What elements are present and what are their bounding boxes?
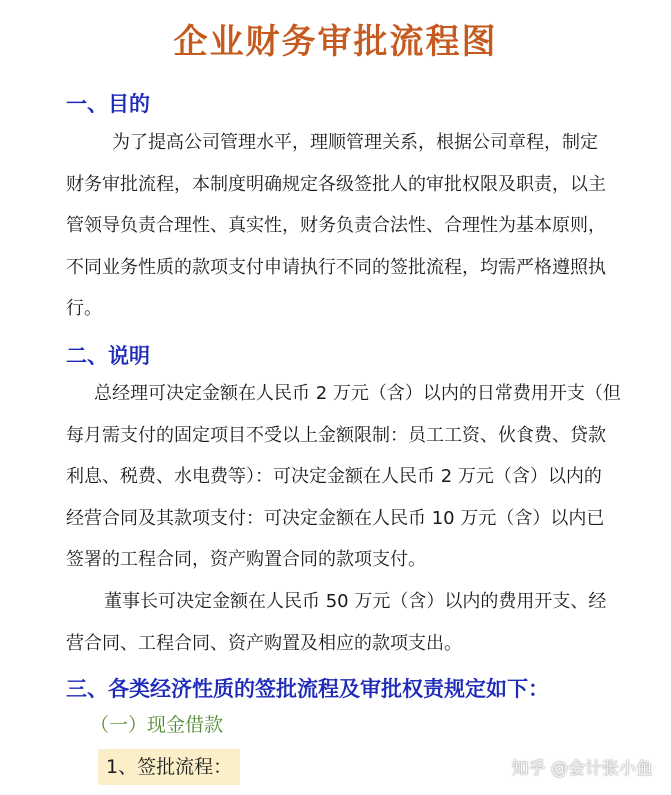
document-title: 企业财务审批流程图 [173,22,498,62]
section-heading-notes: 二、说明 [66,344,150,368]
purpose-paragraph [66,122,622,330]
paragraph-line: 不同业务性质的款项支付申请执行不同的签批流程，均需严格遵照执 [66,256,606,278]
step-label-approval-process: 1、签批流程： [98,749,240,785]
paragraph-line: 为了提高公司管理水平，理顺管理关系，根据公司章程，制定 [112,132,598,153]
paragraph-line: 营合同、工程合同、资产购置及相应的款项支出。 [66,632,462,654]
notes-paragraph-gm [66,373,622,581]
paragraph-line: 利息、税费、水电费等）：可决定金额在人民币 2 万元（含）以内的 [66,466,602,488]
paragraph-line: 行。 [66,298,102,320]
paragraph-line: 董事长可决定金额在人民币 50 万元（含）以内的费用开支、经 [104,591,607,612]
section-heading-purpose: 一、目的 [66,92,150,116]
paragraph-line: 签署的工程合同，资产购置合同的款项支付。 [66,549,426,571]
section-heading-procedures: 三、各类经济性质的签批流程及审批权责规定如下： [66,677,549,701]
paragraph-line: 管领导负责合理性、真实性，财务负责合法性、合理性为基本原则， [66,215,606,237]
paragraph-line: 每月需支付的固定项目不受以上金额限制：员工工资、伙食费、贷款 [66,424,606,446]
notes-paragraph-chairman [66,581,622,664]
zhihu-watermark: 知乎 @会计张小鱼 [511,759,653,779]
paragraph-line: 经营合同及其款项支付：可决定金额在人民币 10 万元（含）以内已 [66,507,605,529]
paragraph-line: 财务审批流程，本制度明确规定各级签批人的审批权限及职责，以主 [66,173,606,195]
subsection-cash-loan: （一）现金借款 [90,714,224,736]
paragraph-line: 总经理可决定金额在人民币 2 万元（含）以内的日常费用开支（但 [94,383,621,404]
